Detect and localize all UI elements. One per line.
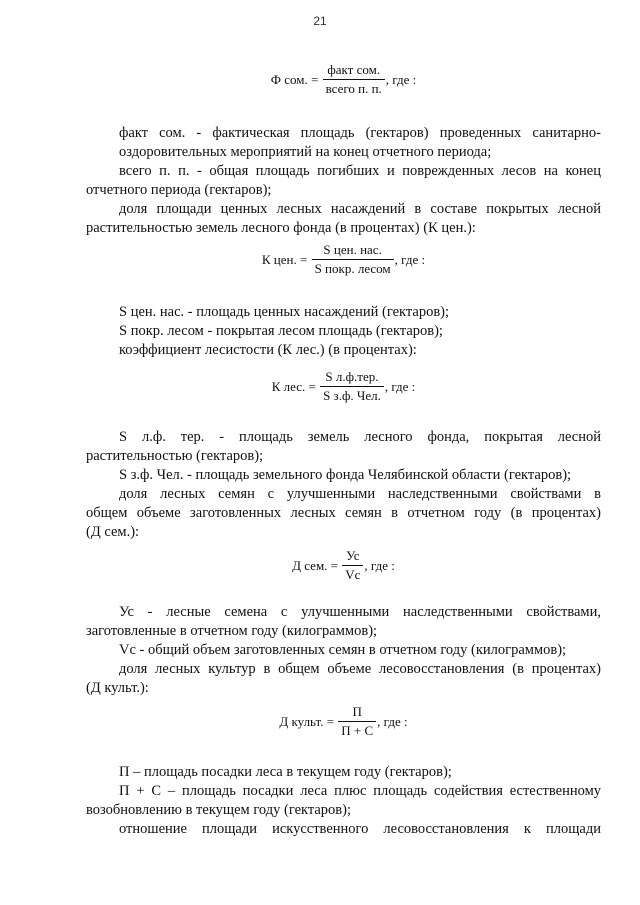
paragraph-p-plus-c — [86, 782, 601, 820]
formula-numerator: S цен. нас. — [312, 242, 394, 260]
formula-lhs: Д культ. = — [279, 714, 335, 729]
formula-numerator: П — [338, 704, 376, 722]
text-line: оздоровительных мероприятий на конец отчетного периода; — [119, 144, 492, 160]
text-line: заготовленные в отчетном году (килограммов); — [86, 623, 378, 639]
formula-fraction — [342, 548, 363, 583]
formula-fraction — [320, 369, 384, 404]
formula-denominator: П + С — [341, 723, 374, 738]
text-line: доля площади ценных лесных насаждений в составе покрытых лесной — [119, 201, 601, 217]
formula-d-kult — [86, 704, 601, 739]
text-line: отношение площади искусственного лесовосстановления к площади — [119, 821, 601, 837]
formula-denominator: S з.ф. Чел. — [323, 388, 381, 403]
formula-fraction — [312, 242, 394, 277]
formula-numerator: факт сом. — [323, 62, 385, 80]
text-line: растительностью (гектаров); — [86, 448, 264, 464]
text-line: S цен. нас. - площадь ценных насаждений (гектаров); — [119, 304, 450, 320]
paragraph-dolya-tsennykh — [86, 200, 601, 238]
formula-d-sem — [86, 548, 601, 583]
paragraph-dolya-kultur — [86, 660, 601, 698]
paragraph-s-pokr-lesom — [86, 322, 601, 341]
text-line: П – площадь посадки леса в текущем году (гектаров); — [119, 764, 452, 780]
text-line: коэффициент лесистости (К лес.) (в процентах): — [119, 342, 417, 358]
text-line: S з.ф. Чел. - площадь земельного фонда Челябинской области (гектаров); — [119, 467, 572, 483]
page-number: 21 — [313, 14, 327, 28]
formula-rhs: , где : — [394, 252, 426, 267]
formula-lhs: К цен. = — [261, 252, 308, 267]
formula-rhs: , где : — [385, 72, 417, 87]
formula-denominator: Vc — [345, 567, 361, 582]
text-line: общем объеме заготовленных лесных семян в отчетном году (в процентах) — [86, 505, 601, 521]
paragraph-p — [86, 763, 601, 782]
formula-fraction — [323, 62, 385, 97]
formula-numerator: S л.ф.тер. — [320, 369, 384, 387]
text-line: Vc - общий объем заготовленных семян в отчетном году (килограммов); — [119, 642, 567, 658]
paragraph-dolya-semyan — [86, 485, 601, 542]
formula-k-tsen — [86, 242, 601, 277]
formula-rhs: , где : — [364, 558, 395, 573]
formula-denominator: всего п. п. — [325, 81, 382, 96]
paragraph-s-tsen-nas — [86, 303, 601, 322]
paragraph-us — [86, 603, 601, 641]
text-line: Ус - лесные семена с улучшенными наследственными свойствами, — [119, 604, 601, 620]
formula-f-som — [86, 62, 601, 97]
formula-rhs: , где : — [377, 714, 408, 729]
paragraph-otnoshenie — [86, 820, 601, 839]
text-line: доля лесных культур в общем объеме лесовосстановления (в процентах) — [119, 661, 601, 677]
text-line: (Д сем.): — [86, 524, 140, 540]
paragraph-s-zf-chel — [86, 466, 601, 485]
text-line: факт сом. - фактическая площадь (гектаров) проведенных санитарно- — [119, 125, 601, 141]
formula-lhs: Д сем. = — [292, 558, 338, 573]
text-line: растительностью земель лесного фонда (в процентах) (К цен.): — [86, 220, 476, 236]
formula-k-les — [86, 369, 601, 404]
text-line: S л.ф. тер. - площадь земель лесного фонда, покрытая лесной — [119, 429, 601, 445]
formula-denominator: S покр. лесом — [314, 261, 391, 276]
paragraph-fakt-som — [86, 124, 601, 162]
formula-fraction — [338, 704, 376, 739]
formula-lhs: К лес. = — [271, 379, 316, 394]
text-line: (Д культ.): — [86, 680, 149, 696]
formula-numerator: Ус — [342, 548, 363, 566]
text-line: S покр. лесом - покрытая лесом площадь (гектаров); — [119, 323, 443, 339]
formula-rhs: , где : — [384, 379, 416, 394]
formula-lhs: Ф сом. = — [270, 72, 319, 87]
paragraph-s-lf-ter — [86, 428, 601, 466]
paragraph-koeff-lesistosti — [86, 341, 601, 360]
text-line: доля лесных семян с улучшенными наследственными свойствами в — [119, 486, 601, 502]
paragraph-vc — [86, 641, 601, 660]
text-line: П + С – площадь посадки леса плюс площадь содействия естественному — [119, 783, 601, 799]
text-line: всего п. п. - общая площадь погибших и поврежденных лесов на конец — [119, 163, 601, 179]
text-line: возобновлению в текущем году (гектаров); — [86, 802, 352, 818]
paragraph-vsego-pp — [86, 162, 601, 200]
text-line: отчетного периода (гектаров); — [86, 182, 272, 198]
